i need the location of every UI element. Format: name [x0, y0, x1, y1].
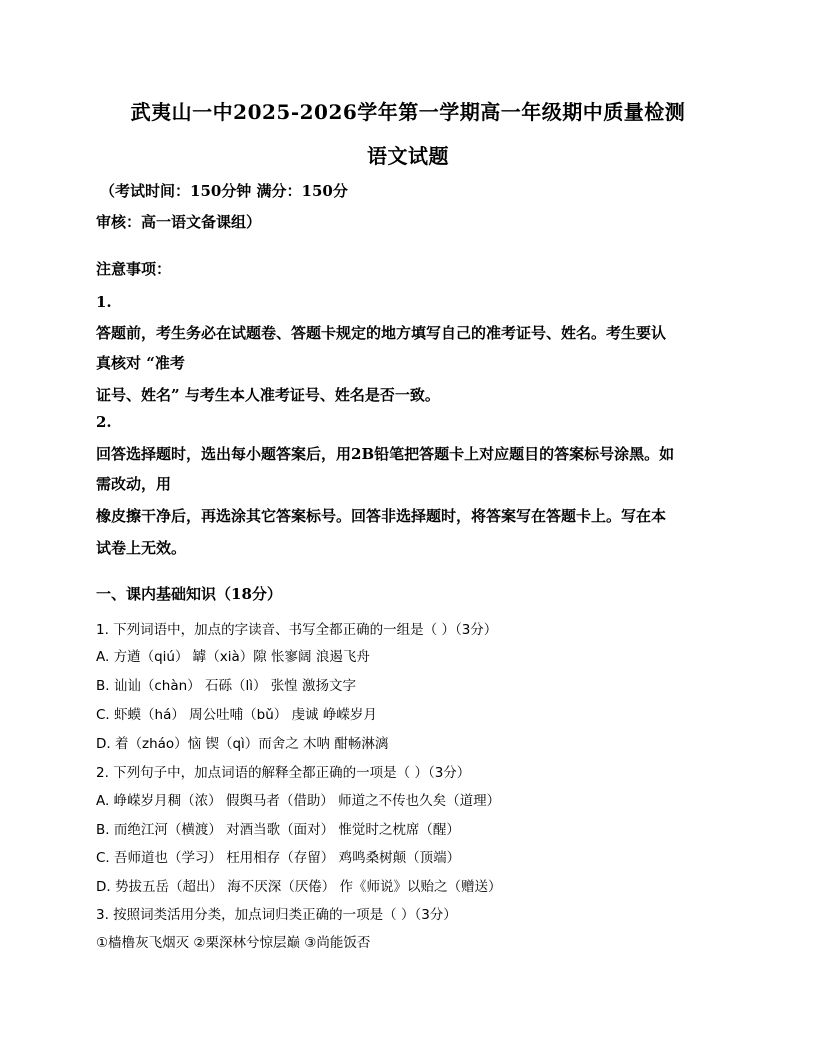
question-stem: 2. 下列句子中，加点词语的解释全都正确的一项是（ ）（3分） — [96, 765, 471, 781]
exam-info: （考试时间：150分钟 满分：150分 — [100, 182, 348, 200]
question-option: B. 讪讪（chàn） 石砾（lì） 张惶 激扬文字 — [96, 678, 357, 694]
notice-item2-line: 需改动，用 — [96, 475, 172, 493]
notice-item1-number: 1. — [96, 293, 112, 311]
notice-item1-line: 证号、姓名” 与考生本人准考证号、姓名是否一致。 — [96, 386, 440, 404]
question-option: A. 方遒（qiú） 罅（xià）隙 怅寥阔 浪遏飞舟 — [96, 649, 370, 665]
exam-subtitle: 语文试题 — [367, 144, 449, 168]
question-items: ①樯橹灰飞烟灭 ②栗深林兮惊层巅 ③尚能饭否 — [96, 935, 371, 951]
notice-heading: 注意事项： — [96, 260, 172, 278]
notice-item1-line: 答题前，考生务必在试题卷、答题卡规定的地方填写自己的准考证号、姓名。考生要认 — [96, 324, 667, 342]
question-stem: 1. 下列词语中，加点的字读音、书写全都正确的一组是（ ）（3分） — [96, 622, 498, 638]
section-heading: 一、课内基础知识（18分） — [96, 585, 282, 603]
notice-item2-line: 试卷上无效。 — [96, 539, 187, 557]
question-option: A. 峥嵘岁月稠（浓） 假舆马者（借助） 师道之不传也久矣（道理） — [96, 793, 501, 809]
question-option: D. 势拔五岳（超出） 海不厌深（厌倦） 作《师说》以贻之（赠送） — [96, 879, 502, 895]
reviewer-line: 审核：高一语文备课组） — [96, 213, 262, 231]
question-stem: 3. 按照词类活用分类，加点词归类正确的一项是（ ）（3分） — [96, 907, 457, 923]
question-option: B. 而绝江河（横渡） 对酒当歌（面对） 惟觉时之枕席（醒） — [96, 822, 460, 838]
question-option: C. 吾师道也（学习） 枉用相存（存留） 鸡鸣桑树颠（顶端） — [96, 850, 461, 866]
exam-title: 武夷山一中2025-2026学年第一学期高一年级期中质量检测 — [130, 100, 686, 124]
notice-item2-line: 橡皮擦干净后，再选涂其它答案标号。回答非选择题时，将答案写在答题卡上。写在本 — [96, 507, 667, 525]
notice-item1-line: 真核对 “准考 — [96, 354, 185, 372]
notice-item2-number: 2. — [96, 413, 112, 431]
question-option: D. 着（zháo）恼 锲（qì）而舍之 木呐 酣畅淋漓 — [96, 736, 389, 752]
question-option: C. 虾蟆（há） 周公吐哺（bǔ） 虔诚 峥嵘岁月 — [96, 707, 377, 723]
notice-item2-line: 回答选择题时，选出每小题答案后，用2B铅笔把答题卡上对应题目的答案标号涂黑。如 — [96, 445, 675, 463]
